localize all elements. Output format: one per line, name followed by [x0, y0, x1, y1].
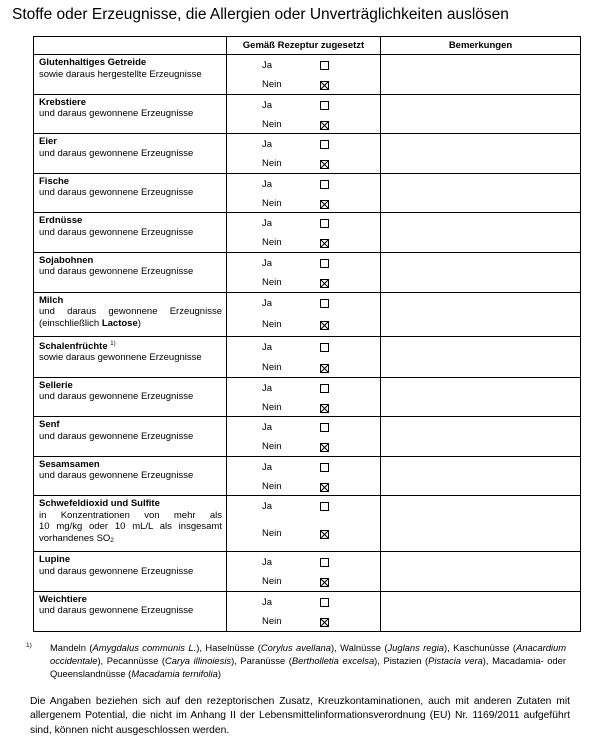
allergen-label	[34, 94, 227, 134]
checkbox-no[interactable]	[320, 239, 329, 248]
allergen-desc: und daraus gewonnene Erzeugnisse	[39, 306, 222, 318]
recipe-cell	[227, 173, 381, 213]
option-yes-label: Ja	[262, 178, 273, 190]
allergen-row	[34, 591, 581, 631]
allergen-desc: und daraus gewonnene Erzeugnisse	[39, 187, 194, 199]
checkbox-no[interactable]	[320, 121, 329, 130]
remarks-cell[interactable]	[381, 417, 581, 457]
allergen-label	[34, 213, 227, 253]
option-no-label: Nein	[262, 528, 282, 540]
footnote-segment: ), Walnüsse (	[330, 642, 388, 653]
checkbox-no[interactable]	[320, 200, 329, 209]
allergen-row	[34, 496, 581, 552]
allergen-desc-3: vorhandenes SO	[39, 532, 111, 544]
footnote-species: Corylus avellana	[260, 642, 331, 653]
allergen-label	[34, 173, 227, 213]
allergen-desc: und daraus gewonnene Erzeugnisse	[39, 391, 194, 403]
checkbox-no[interactable]	[320, 618, 329, 627]
footnote-species: Pistacia vera	[428, 655, 483, 667]
allergen-label	[34, 552, 227, 592]
allergen-row	[34, 94, 581, 134]
allergen-name: Senf	[39, 419, 60, 431]
remarks-cell[interactable]	[381, 173, 581, 213]
remarks-cell[interactable]	[381, 252, 581, 292]
allergen-row	[34, 336, 581, 377]
allergen-desc: sowie daraus gewonnene Erzeugnisse	[39, 352, 202, 364]
header-blank	[34, 37, 227, 55]
checkbox-no[interactable]	[320, 578, 329, 587]
checkbox-no[interactable]	[320, 404, 329, 413]
option-yes-label: Ja	[262, 297, 273, 309]
allergen-label	[34, 496, 227, 552]
option-no-label: Nein	[262, 118, 282, 130]
checkbox-yes[interactable]	[320, 299, 329, 308]
checkbox-no[interactable]	[320, 160, 329, 169]
allergen-name: Krebstiere	[39, 96, 86, 108]
checkbox-yes[interactable]	[320, 502, 329, 511]
allergen-row	[34, 213, 581, 253]
option-yes-label: Ja	[262, 461, 273, 473]
option-no-label: Nein	[262, 615, 282, 627]
allergen-desc: und daraus gewonnene Erzeugnisse	[39, 226, 194, 238]
allergen-desc: und daraus gewonnene Erzeugnisse	[39, 266, 194, 278]
option-yes-label: Ja	[262, 557, 273, 569]
allergen-desc: und daraus gewonnene Erzeugnisse	[39, 565, 194, 577]
allergen-desc: in Konzentrationen von mehr als	[39, 509, 222, 521]
recipe-cell	[227, 552, 381, 592]
footnote-segment: ), Haselnüsse (	[196, 642, 261, 653]
footnote-species: Juglans regia	[387, 642, 445, 653]
header-recipe: Gemäß Rezeptur zugesetzt	[227, 37, 381, 55]
remarks-cell[interactable]	[381, 496, 581, 552]
allergen-name: Eier	[39, 136, 57, 148]
option-yes-label: Ja	[262, 382, 273, 394]
allergen-name: Sojabohnen	[39, 254, 94, 266]
option-no-label: Nein	[262, 401, 282, 413]
allergen-name: Schalenfrüchte	[39, 340, 108, 352]
option-yes-label: Ja	[262, 341, 273, 353]
recipe-cell	[227, 496, 381, 552]
checkbox-yes[interactable]	[320, 343, 329, 352]
remarks-cell[interactable]	[381, 552, 581, 592]
option-no-label: Nein	[262, 480, 282, 492]
checkbox-no[interactable]	[320, 321, 329, 330]
remarks-cell[interactable]	[381, 94, 581, 134]
option-no-label: Nein	[262, 276, 282, 288]
allergen-label	[34, 252, 227, 292]
page-title: Stoffe oder Erzeugnisse, die Allergien oder Unverträglichkeiten auslösen	[12, 6, 509, 23]
checkbox-yes[interactable]	[320, 219, 329, 228]
allergen-name: Lupine	[39, 554, 71, 566]
option-yes-label: Ja	[262, 422, 273, 434]
option-yes-label: Ja	[262, 139, 273, 151]
footnote-marker: 1)	[26, 642, 32, 649]
checkbox-no[interactable]	[320, 279, 329, 288]
checkbox-yes[interactable]	[320, 423, 329, 432]
footnote-species: Carya illinoiesis	[165, 655, 232, 667]
checkbox-yes[interactable]	[320, 61, 329, 70]
remarks-cell[interactable]	[381, 456, 581, 496]
footnote-segment: ), Macadamia- oder Queenslandnüsse (	[50, 655, 566, 680]
remarks-cell[interactable]	[381, 336, 581, 377]
allergen-name: Sellerie	[39, 379, 73, 391]
allergen-desc-2: 10 mg/kg oder 10 mL/L als insgesamt	[39, 521, 222, 533]
checkbox-yes[interactable]	[320, 463, 329, 472]
allergen-label	[34, 456, 227, 496]
allergen-desc: sowie daraus hergestellte Erzeugnisse	[39, 68, 202, 80]
option-no-label: Nein	[262, 361, 282, 373]
option-yes-label: Ja	[262, 501, 273, 513]
allergen-desc: und daraus gewonnene Erzeugnisse	[39, 605, 194, 617]
recipe-cell	[227, 94, 381, 134]
allergen-name: Erdnüsse	[39, 215, 83, 227]
option-no-label: Nein	[262, 318, 282, 330]
recipe-cell	[227, 591, 381, 631]
allergen-label	[34, 292, 227, 336]
recipe-cell	[227, 456, 381, 496]
remarks-cell[interactable]	[381, 377, 581, 417]
footnote-species: Anacardium occidentale	[50, 642, 567, 667]
recipe-cell	[227, 417, 381, 457]
footnote-ref: 1)	[110, 340, 116, 347]
footnote-species: Amygdalus communis L.	[92, 642, 197, 653]
option-no-label: Nein	[262, 79, 282, 90]
allergen-label	[34, 55, 227, 95]
allergen-row	[34, 55, 581, 95]
checkbox-no[interactable]	[320, 81, 329, 90]
footnote-species: Bertholletia excelsa	[291, 655, 375, 667]
remarks-cell[interactable]	[381, 55, 581, 95]
remarks-cell[interactable]	[381, 134, 581, 174]
allergen-row	[34, 377, 581, 417]
remarks-cell[interactable]	[381, 591, 581, 631]
footnote	[26, 641, 567, 681]
recipe-cell	[227, 213, 381, 253]
checkbox-yes[interactable]	[320, 384, 329, 393]
remarks-cell[interactable]	[381, 292, 581, 336]
checkbox-no[interactable]	[320, 364, 329, 373]
checkbox-yes[interactable]	[320, 180, 329, 189]
footnote-species: Macadamia ternifolia	[131, 668, 218, 680]
allergen-desc-bold: Lactose	[101, 317, 138, 329]
allergen-desc: und daraus gewonnene Erzeugnisse	[39, 108, 194, 120]
footnote-segment: Mandeln (	[50, 642, 93, 653]
disclaimer-note: Die Angaben beziehen sich auf den rezeptorischen Zusatz, Kreuzkontaminationen, auch mit anderen Zutaten mit allergenem Potential, die nicht im Anhang II der Lebensmittelinformationsverordnung (EU) Nr. 1169/2011 aufgeführt sind, können nicht ausgeschlossen werden.	[30, 696, 570, 736]
option-no-label: Nein	[262, 237, 282, 249]
allergen-row	[34, 456, 581, 496]
checkbox-no[interactable]	[320, 530, 329, 539]
option-no-label: Nein	[262, 441, 282, 453]
allergen-desc-close: )	[137, 317, 141, 329]
option-yes-label: Ja	[262, 60, 273, 71]
checkbox-yes[interactable]	[320, 101, 329, 110]
recipe-cell	[227, 336, 381, 377]
allergen-name: Sesamsamen	[39, 458, 100, 470]
footnote-segment: ), Paranüsse (	[231, 655, 292, 667]
allergen-label	[34, 377, 227, 417]
allergen-desc-extra: (einschließlich	[39, 317, 100, 329]
option-yes-label: Ja	[262, 596, 273, 608]
allergen-name: Fische	[39, 175, 70, 187]
checkbox-no[interactable]	[320, 483, 329, 492]
allergen-row	[34, 173, 581, 213]
footnote-segment: ), Pecannüsse (	[97, 655, 166, 667]
allergen-label	[34, 134, 227, 174]
checkbox-yes[interactable]	[320, 140, 329, 149]
allergen-table	[33, 36, 581, 632]
allergen-label	[34, 417, 227, 457]
option-yes-label: Ja	[262, 257, 273, 269]
allergen-name: Milch	[39, 294, 64, 306]
allergen-desc: und daraus gewonnene Erzeugnisse	[39, 147, 194, 159]
allergen-name: Glutenhaltiges Getreide	[39, 57, 147, 68]
allergen-label	[34, 336, 227, 377]
footnote-segment: ), Pistazien (	[374, 655, 429, 667]
footnote-segment: ), Kaschunüsse (	[444, 642, 516, 653]
allergen-row	[34, 252, 581, 292]
option-no-label: Nein	[262, 576, 282, 588]
header-remarks: Bemerkungen	[381, 37, 581, 55]
allergen-name: Schwefeldioxid und Sulfite	[39, 498, 160, 510]
allergen-row	[34, 292, 581, 336]
allergen-row	[34, 552, 581, 592]
recipe-cell	[227, 292, 381, 336]
checkbox-no[interactable]	[320, 443, 329, 452]
allergen-row	[34, 134, 581, 174]
option-no-label: Nein	[262, 158, 282, 170]
allergen-row	[34, 417, 581, 457]
recipe-cell	[227, 252, 381, 292]
recipe-cell	[227, 377, 381, 417]
table-header-row	[34, 37, 581, 55]
checkbox-yes[interactable]	[320, 259, 329, 268]
allergen-name: Weichtiere	[39, 593, 87, 605]
option-yes-label: Ja	[262, 99, 273, 111]
allergen-label	[34, 591, 227, 631]
option-no-label: Nein	[262, 197, 282, 209]
footnote-text	[50, 641, 566, 681]
remarks-cell[interactable]	[381, 213, 581, 253]
recipe-cell	[227, 55, 381, 95]
checkbox-yes[interactable]	[320, 558, 329, 567]
option-yes-label: Ja	[262, 218, 273, 230]
allergen-desc-3-sub: 2	[110, 536, 114, 544]
checkbox-yes[interactable]	[320, 598, 329, 607]
recipe-cell	[227, 134, 381, 174]
allergen-desc: und daraus gewonnene Erzeugnisse	[39, 430, 194, 442]
footnote-segment: )	[217, 668, 221, 680]
allergen-desc: und daraus gewonnene Erzeugnisse	[39, 470, 194, 482]
